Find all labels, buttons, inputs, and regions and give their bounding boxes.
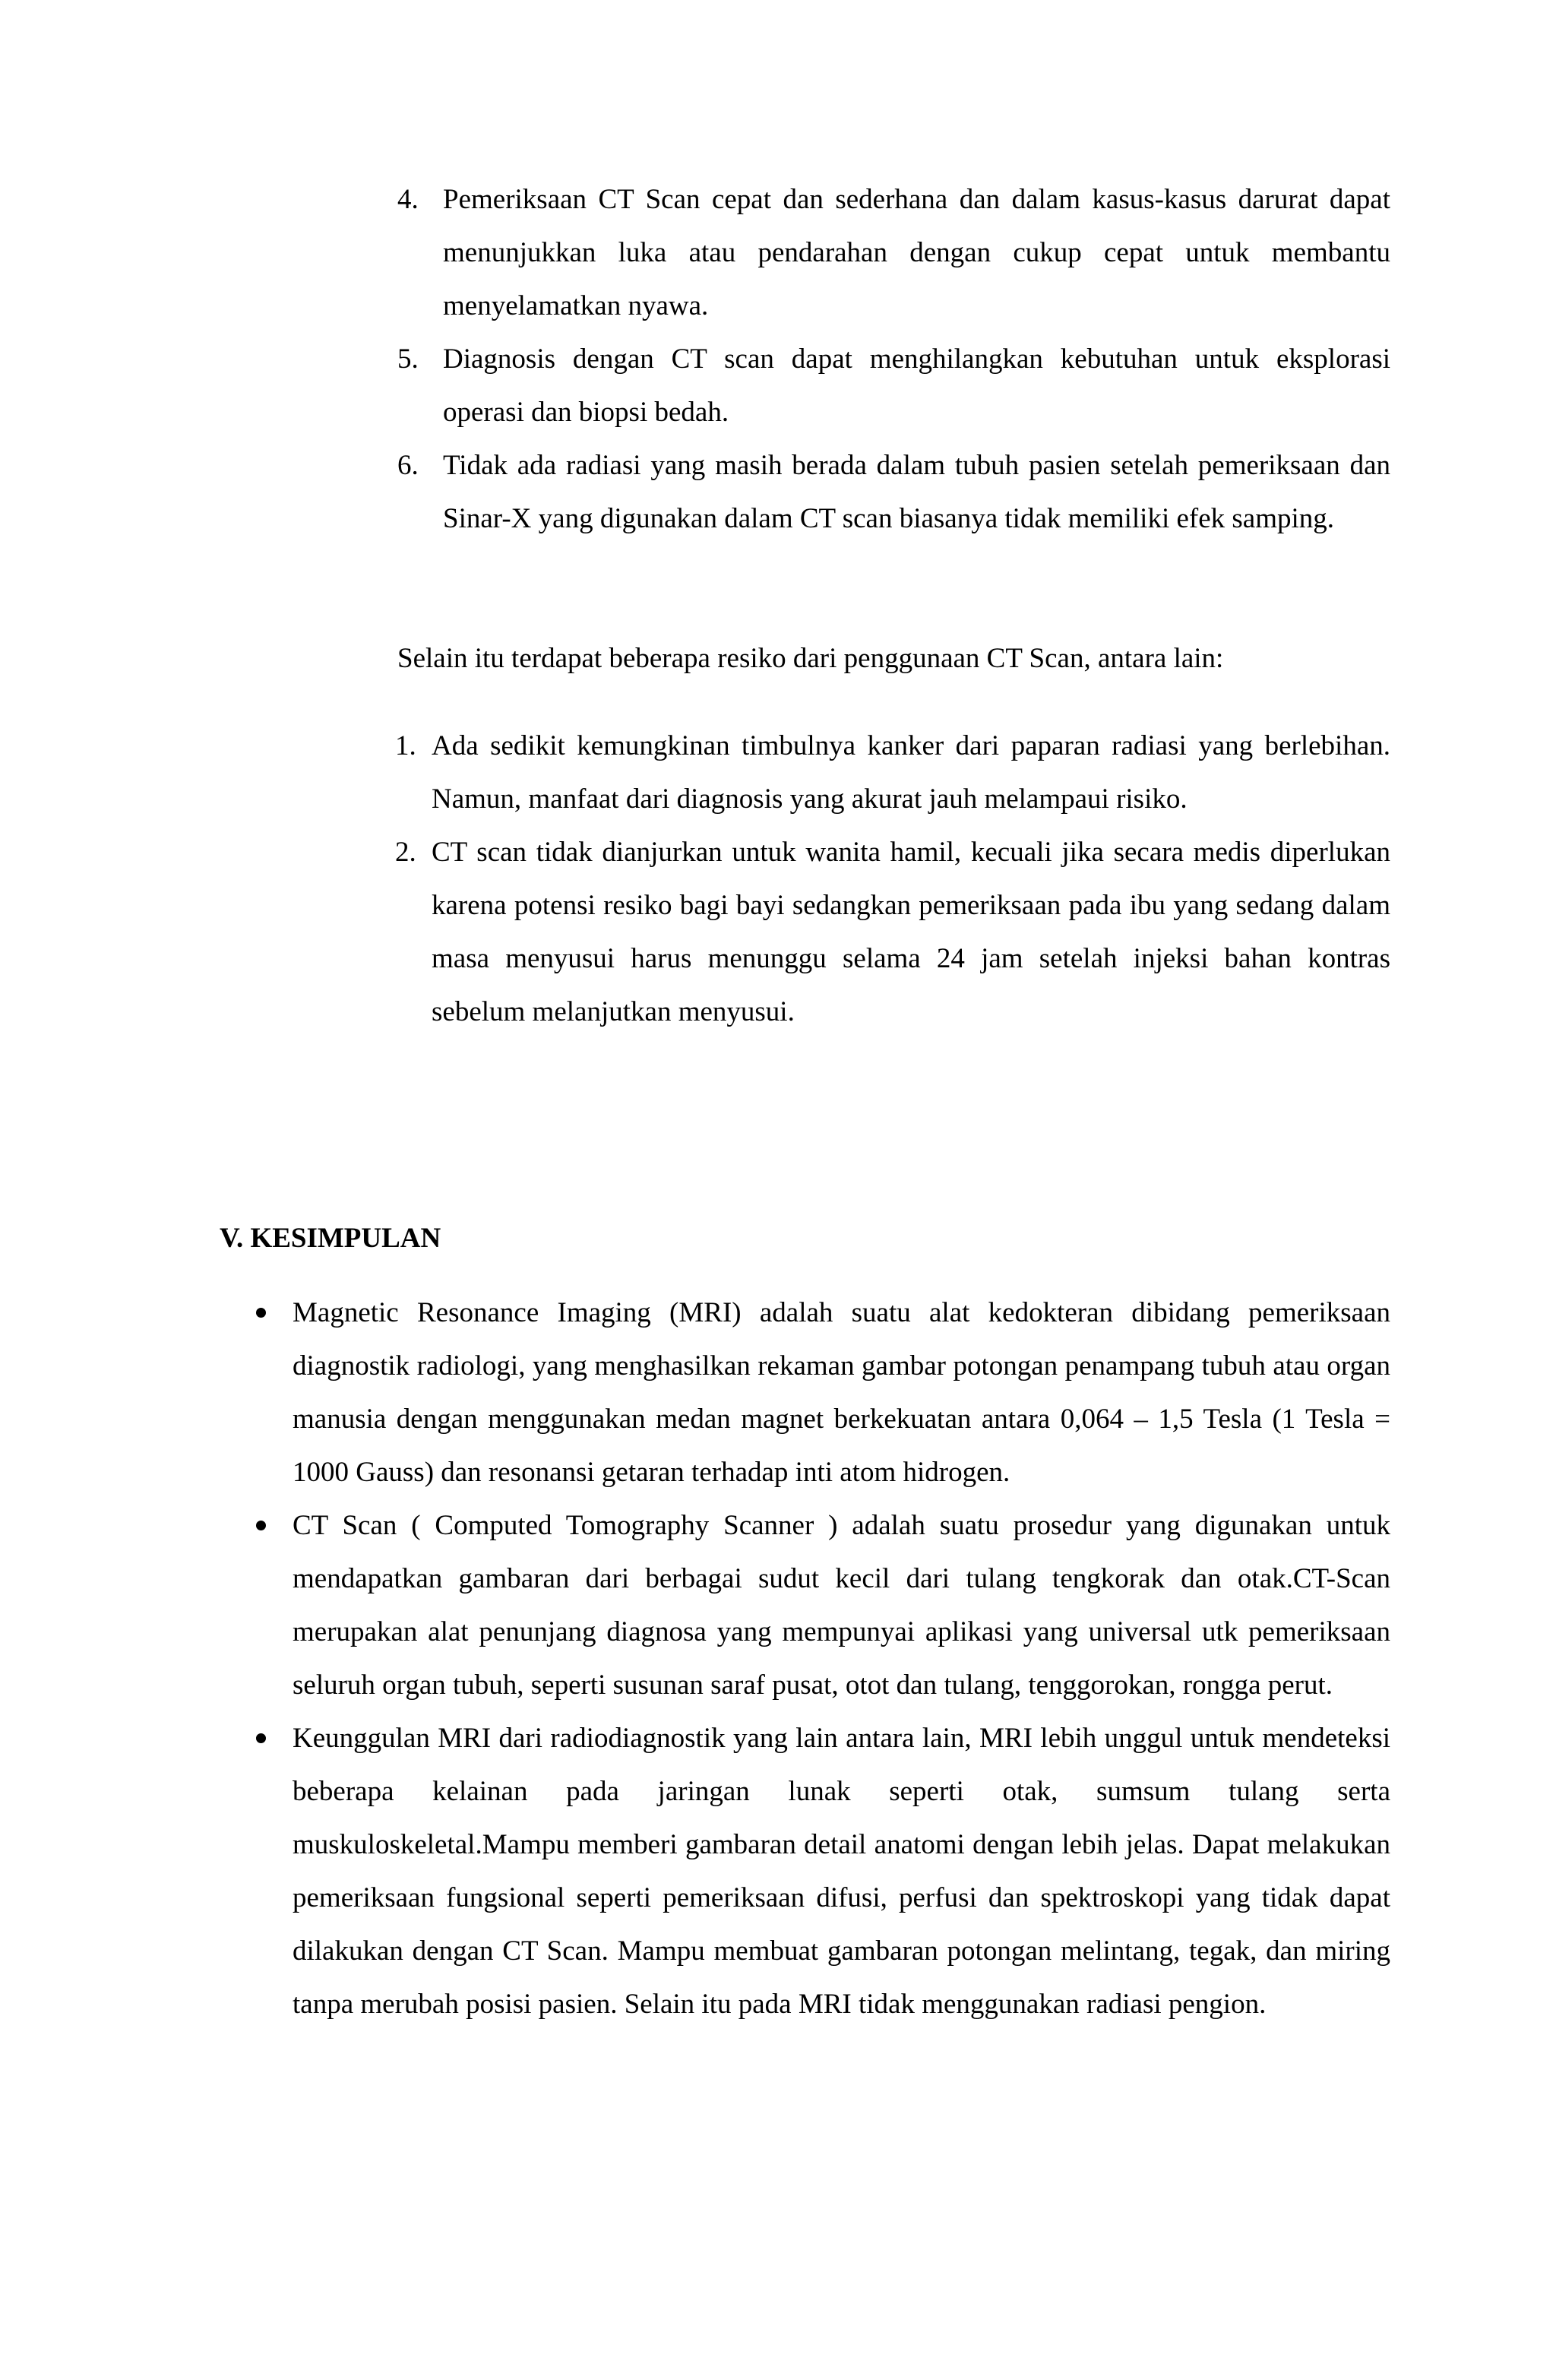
list-item-text: CT Scan ( Computed Tomography Scanner ) adalah suatu prosedur yang digunakan untuk mendapatkan gambaran dari berbagai sudut kecil dari tulang tengkorak dan otak.CT-Scan merupakan alat penunjang diagnosa yang mempunyai aplikasi yang universal utk pemeriksaan seluruh organ tubuh, seperti susunan saraf pusat, otot dan tulang, tenggorokan, rongga perut. bbox=[293, 1510, 1390, 1701]
list-number: 2. bbox=[395, 837, 416, 868]
numbered-list-advantages bbox=[0, 173, 1556, 546]
bullet-icon bbox=[253, 1287, 268, 1340]
list-item bbox=[397, 173, 1390, 333]
list-item bbox=[293, 1287, 1390, 1499]
list-item-text: Magnetic Resonance Imaging (MRI) adalah suatu alat kedokteran dibidang pemeriksaan diagnostik radiologi, yang menghasilkan rekaman gambar potongan penampang tubuh atau organ manusia dengan menggunakan medan magnet berkekuatan antara 0,064 – 1,5 Tesla (1 Tesla = 1000 Gauss) dan resonansi getaran terhadap inti atom hidrogen. bbox=[293, 1297, 1390, 1488]
list-item-text: Ada sedikit kemungkinan timbulnya kanker dari paparan radiasi yang berlebihan. Namun, manfaat dari diagnosis yang akurat jauh melampaui risiko. bbox=[432, 730, 1390, 815]
bullet-icon bbox=[253, 1499, 268, 1552]
list-item-text: Tidak ada radiasi yang masih berada dalam tubuh pasien setelah pemeriksaan dan Sinar-X yang digunakan dalam CT scan biasanya tidak memiliki efek samping. bbox=[443, 450, 1390, 534]
list-item-text: Diagnosis dengan CT scan dapat menghilangkan kebutuhan untuk eksplorasi operasi dan biopsi bedah. bbox=[443, 343, 1390, 428]
section-heading: V. KESIMPULAN bbox=[220, 1223, 441, 1254]
conclusion-bullet-list bbox=[0, 1287, 1556, 2031]
list-item bbox=[397, 333, 1390, 439]
bullet-icon bbox=[253, 1712, 268, 1765]
list-number: 6. bbox=[397, 450, 419, 481]
numbered-list-risks bbox=[0, 720, 1556, 1039]
list-item-text: Keunggulan MRI dari radiodiagnostik yang lain antara lain, MRI lebih unggul untuk mendeteksi beberapa kelainan pada jaringan lunak seperti otak, sumsum tulang serta muskuloskeletal.Mampu memberi gambaran detail anatomi dengan lebih jelas. Dapat melakukan pemeriksaan fungsional seperti pemeriksaan difusi, perfusi dan spektroskopi yang tidak dapat dilakukan dengan CT Scan. Mampu membuat gambaran potongan melintang, tegak, dan miring tanpa merubah posisi pasien. Selain itu pada MRI tidak menggunakan radiasi pengion. bbox=[293, 1723, 1390, 2020]
list-number: 4. bbox=[397, 184, 419, 215]
list-number: 5. bbox=[397, 343, 419, 375]
list-item bbox=[395, 720, 1390, 826]
list-item bbox=[397, 439, 1390, 546]
risk-intro-paragraph: Selain itu terdapat beberapa resiko dari penggunaan CT Scan, antara lain: bbox=[397, 643, 1224, 674]
list-item bbox=[293, 1712, 1390, 2031]
list-number: 1. bbox=[395, 730, 416, 761]
list-item-text: CT scan tidak dianjurkan untuk wanita hamil, kecuali jika secara medis diperlukan karena potensi resiko bagi bayi sedangkan pemeriksaan pada ibu yang sedang dalam masa menyusui harus menunggu selama 24 jam setelah injeksi bahan kontras sebelum melanjutkan menyusui. bbox=[432, 837, 1390, 1027]
list-item-text: Pemeriksaan CT Scan cepat dan sederhana dan dalam kasus-kasus darurat dapat menunjukkan luka atau pendarahan dengan cukup cepat untuk membantu menyelamatkan nyawa. bbox=[443, 184, 1390, 321]
list-item bbox=[293, 1499, 1390, 1712]
list-item bbox=[395, 826, 1390, 1039]
